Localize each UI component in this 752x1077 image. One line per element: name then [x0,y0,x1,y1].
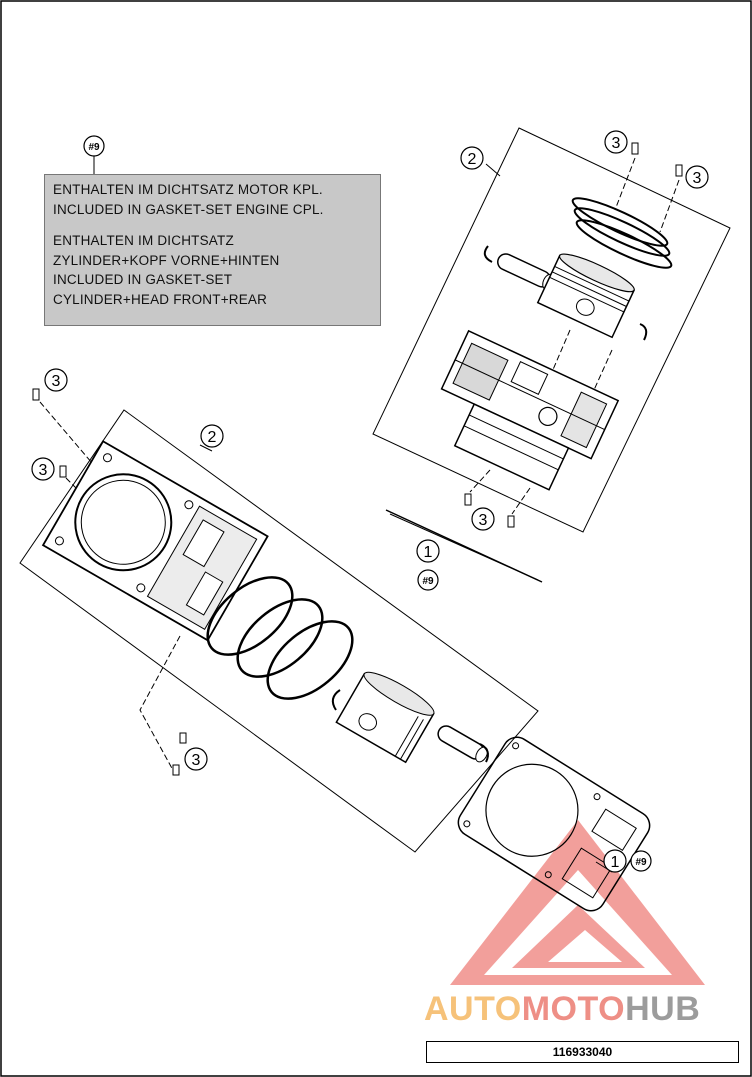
thin-gasket [386,510,542,582]
svg-text:2: 2 [467,151,477,168]
note-line-5: INCLUDED IN GASKET-SET [53,272,233,287]
upper-assembly-group [373,128,730,532]
callout-1-gasket [604,850,626,872]
svg-text:3: 3 [611,135,621,152]
callout-9-gasket [631,851,651,871]
callout-3-top-a [605,131,627,153]
svg-text:2: 2 [207,429,217,446]
gasket-set-note [44,174,381,326]
svg-text:3: 3 [38,462,48,479]
svg-text:1: 1 [610,854,620,871]
callout-3-left-top [45,369,67,391]
callout-3-upper-bottom [472,508,494,530]
svg-text:3: 3 [478,512,488,529]
callout-2-upper [461,147,483,169]
document-number: 116933040 [426,1041,739,1063]
note-line-3: ENTHALTEN IM DICHTSATZ [53,233,234,248]
watermark-part-3: HUB [625,990,701,1028]
note-line-2: INCLUDED IN GASKET-SET ENGINE CPL. [53,201,324,217]
lower-assembly-group [20,389,538,852]
callout-9-middle [418,570,438,590]
note-line-4: ZYLINDER+KOPF VORNE+HINTEN [53,252,280,268]
callout-note-tag-text: #9 [88,142,100,153]
callout-1-middle [417,540,439,562]
svg-text:#9: #9 [635,857,647,868]
callout-3-lower [185,748,207,770]
svg-text:3: 3 [692,170,702,187]
svg-text:1: 1 [423,544,433,561]
watermark-text [424,986,744,1032]
note-line-6: CYLINDER+HEAD FRONT+REAR [53,291,268,307]
callout-note-tag [84,136,104,174]
watermark-logo [450,820,705,985]
note-line-1: ENTHALTEN IM DICHTSATZ MOTOR KPL. [53,182,323,197]
svg-text:3: 3 [191,752,201,769]
svg-text:#9: #9 [422,576,434,587]
callout-3-top-b [686,166,708,188]
watermark-part-2: MOTO [521,990,626,1028]
callout-3-left-mid [32,458,54,480]
watermark-part-1: AUTO [424,990,522,1028]
svg-text:3: 3 [51,373,61,390]
callout-2-lower [201,425,223,447]
